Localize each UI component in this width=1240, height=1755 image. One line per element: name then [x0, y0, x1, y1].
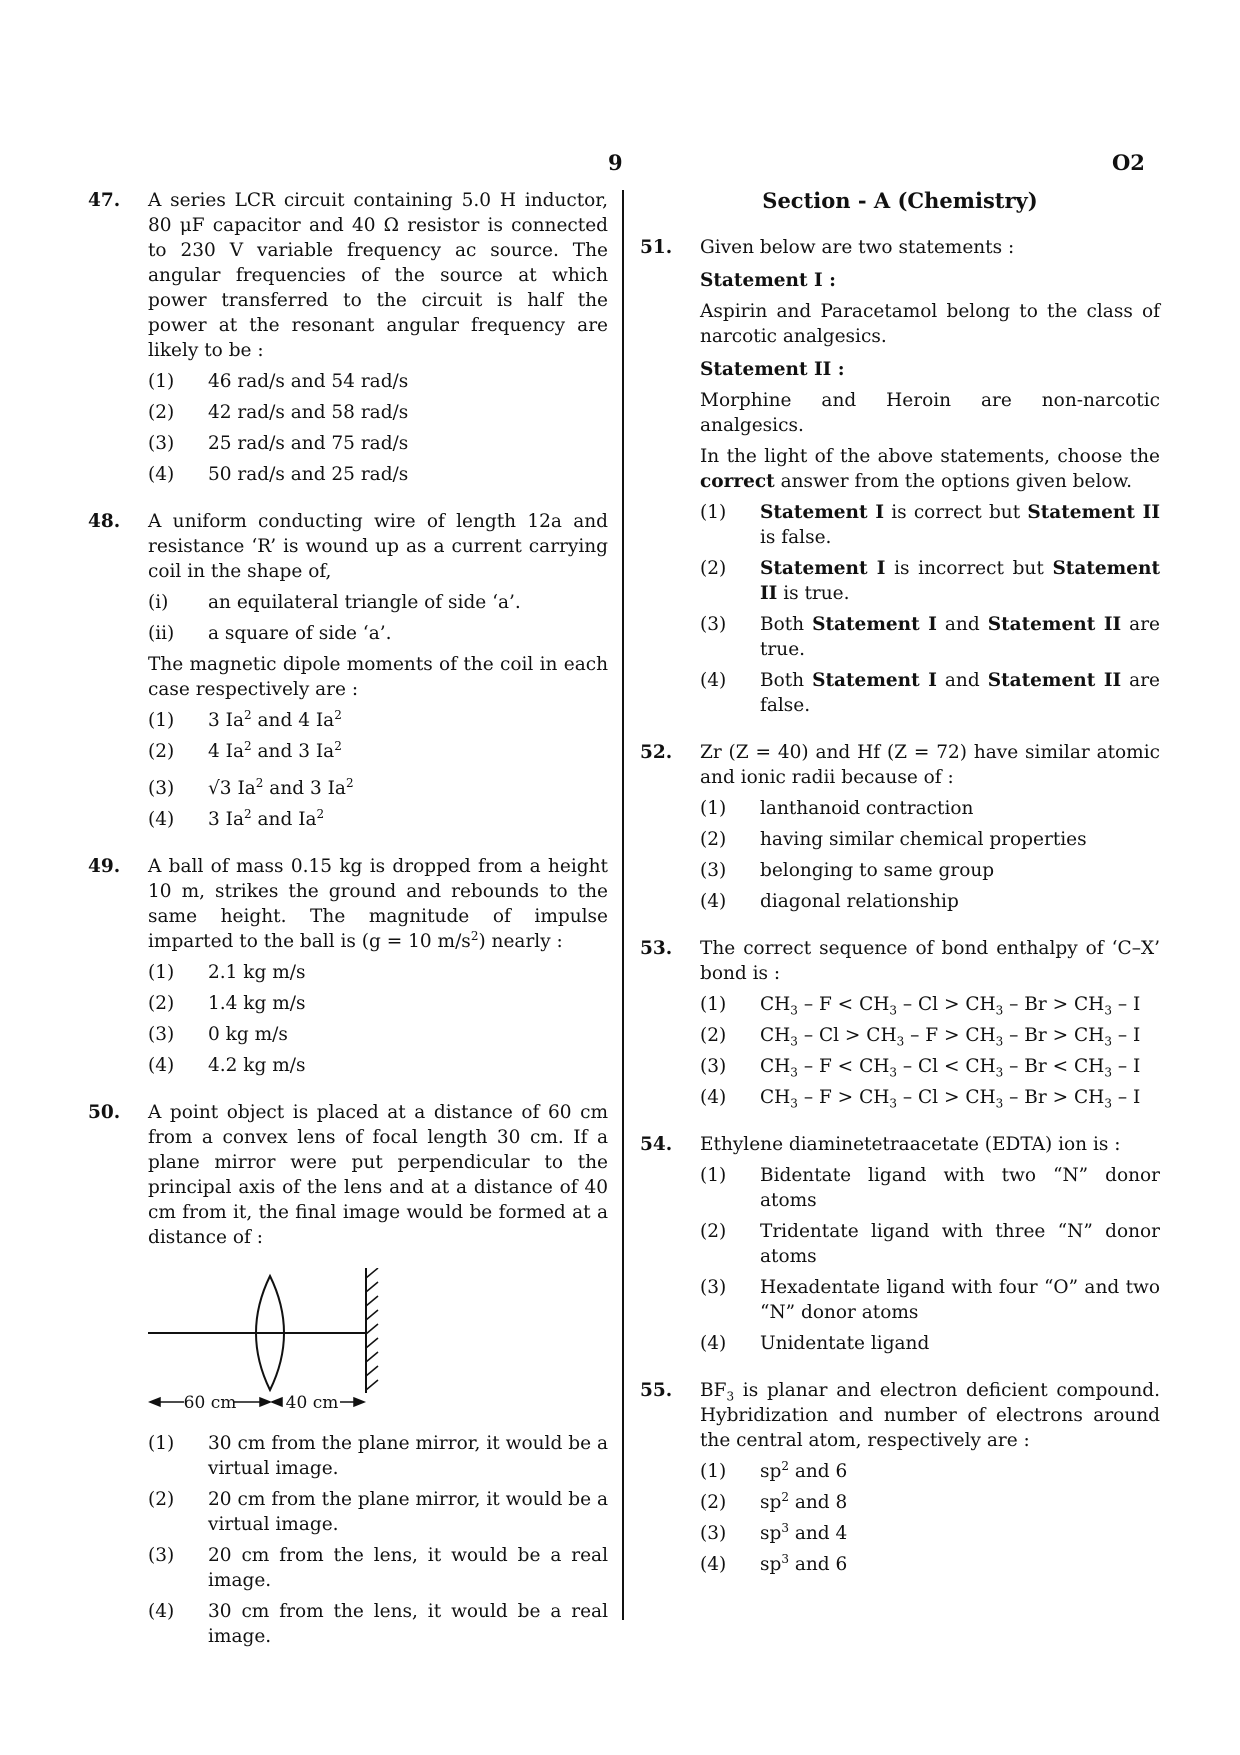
stem-text-a: A ball of mass 0.15 kg is dropped from a height 10 m, strikes the ground and rebounds to the same height. The magnitude of impulse imparted to the ball is (g = 10 m/s — [148, 856, 608, 952]
sub-item-i — [148, 590, 608, 615]
halogen: – I — [1111, 1087, 1141, 1108]
halogen: – I — [1111, 1056, 1141, 1077]
option-label: (4) — [148, 464, 175, 485]
comparison-operator: < — [1046, 1056, 1075, 1077]
superscript: 2 — [255, 775, 264, 790]
comparison-operator: > — [1046, 1025, 1075, 1046]
option-3[interactable] — [700, 1521, 1160, 1546]
option-2[interactable] — [148, 991, 608, 1016]
comparison-operator: > — [938, 994, 966, 1015]
halogen: – I — [1111, 1025, 1141, 1046]
question-48 — [88, 509, 608, 832]
halogen: – Br — [1003, 1025, 1047, 1046]
option-label: (2) — [700, 1025, 727, 1046]
comparison-operator: < — [831, 994, 860, 1015]
option-4[interactable] — [700, 1331, 1160, 1356]
option-text: 46 rad/s and 54 rad/s — [208, 371, 409, 392]
halogen: – Br — [1003, 1087, 1047, 1108]
question-55 — [640, 1378, 1160, 1577]
option-4[interactable] — [700, 1552, 1160, 1577]
option-mid: and — [936, 670, 988, 691]
option-label: (1) — [148, 371, 175, 392]
comparison-operator: > — [839, 1025, 867, 1046]
option-text-a: Ia — [231, 778, 256, 799]
statement-1-ref: Statement I — [760, 502, 884, 523]
option-1[interactable] — [700, 1163, 1160, 1213]
statement-2-heading: Statement II : — [700, 359, 845, 380]
option-label: (4) — [700, 891, 727, 912]
option-text: and 6 — [788, 1461, 848, 1482]
instruction-text-b: answer from the options given below. — [774, 471, 1133, 492]
question-number: 52. — [640, 742, 673, 763]
option-2[interactable] — [148, 739, 608, 764]
stem-formula: BF — [700, 1380, 727, 1401]
option-text: Hexadentate ligand with four “O” and two “N” donor atoms — [760, 1277, 1160, 1323]
page-number: 9 — [608, 150, 623, 175]
option-3[interactable] — [148, 1022, 608, 1047]
option-4[interactable] — [148, 462, 608, 487]
methyl-group: CH — [965, 1056, 996, 1077]
hybrid-base: sp — [760, 1461, 782, 1482]
option-text-a: 3 Ia — [208, 809, 244, 830]
statement-1-text: Aspirin and Paracetamol belong to the class of narcotic analgesics. — [700, 301, 1160, 347]
option-1[interactable] — [700, 500, 1160, 550]
option-pre: Both — [760, 670, 813, 691]
option-text-b: and 3 Ia — [251, 741, 335, 762]
option-3[interactable] — [148, 431, 608, 456]
right-column — [640, 188, 1160, 1599]
methyl-group: CH — [1074, 1087, 1105, 1108]
question-54 — [640, 1132, 1160, 1356]
question-53 — [640, 936, 1160, 1110]
option-text: and 6 — [788, 1554, 848, 1575]
paper-code: O2 — [1112, 150, 1145, 175]
lens-mirror-diagram — [148, 1268, 408, 1418]
option-2[interactable] — [700, 556, 1160, 606]
option-label: (4) — [148, 1601, 175, 1622]
option-pre: Both — [760, 614, 813, 635]
option-text-a: 4 Ia — [208, 741, 244, 762]
option-text: 25 rad/s and 75 rad/s — [208, 433, 409, 454]
option-text: 30 cm from the lens, it would be a real image. — [208, 1601, 608, 1647]
sub-item-ii — [148, 621, 608, 646]
sub-items — [148, 590, 608, 646]
comparison-operator: < — [831, 1056, 860, 1077]
halogen: – F — [797, 1056, 832, 1077]
comparison-operator: < — [938, 1056, 966, 1077]
option-label: (3) — [700, 1523, 727, 1544]
subscript: 3 — [889, 1065, 897, 1080]
option-label: (2) — [700, 1221, 727, 1242]
subscript: 3 — [790, 1003, 798, 1018]
methyl-group: CH — [859, 1056, 890, 1077]
question-number: 55. — [640, 1380, 673, 1401]
option-label: (1) — [148, 962, 175, 983]
option-text: diagonal relationship — [760, 891, 959, 912]
lens-mirror-figure — [148, 1268, 608, 1425]
superscript: 2 — [470, 928, 479, 943]
option-text: having similar chemical properties — [760, 829, 1087, 850]
distance-label-40cm: 40 cm — [285, 1393, 339, 1413]
option-1[interactable] — [148, 960, 608, 985]
option-mid: and — [936, 614, 988, 635]
question-intro: Given below are two statements : — [700, 237, 1015, 258]
superscript: 2 — [244, 806, 252, 821]
option-text-b: and 3 Ia — [263, 778, 346, 799]
methyl-group: CH — [866, 1025, 897, 1046]
option-label: (1) — [148, 710, 175, 731]
superscript: 2 — [345, 775, 354, 790]
option-text-b: and 4 Ia — [251, 710, 335, 731]
option-1[interactable] — [700, 796, 1160, 821]
methyl-group: CH — [859, 1087, 890, 1108]
option-label: (3) — [148, 433, 175, 454]
halogen: – I — [1111, 994, 1141, 1015]
stem-text-b: ) nearly : — [478, 931, 563, 952]
halogen: – F — [797, 1087, 832, 1108]
methyl-group: CH — [1074, 994, 1105, 1015]
option-label: (4) — [700, 1333, 727, 1354]
halogen: – Cl — [897, 994, 939, 1015]
comparison-operator: > — [1046, 1087, 1075, 1108]
methyl-group: CH — [859, 994, 890, 1015]
subscript: 3 — [889, 1003, 897, 1018]
option-label: (1) — [700, 502, 727, 523]
methyl-group: CH — [760, 1056, 791, 1077]
option-4[interactable] — [700, 668, 1160, 718]
methyl-group: CH — [965, 1087, 996, 1108]
option-label: (2) — [148, 741, 175, 762]
subscript: 3 — [1104, 1034, 1112, 1049]
option-text-a: 3 Ia — [208, 710, 244, 731]
sub-item-text: a square of side ‘a’. — [208, 623, 392, 644]
option-text: and 8 — [788, 1492, 848, 1513]
methyl-group: CH — [1074, 1025, 1105, 1046]
statement-2-ref: Statement II — [987, 614, 1122, 635]
option-text: 42 rad/s and 58 rad/s — [208, 402, 409, 423]
sub-item-text: an equilateral triangle of side ‘a’. — [208, 592, 521, 613]
instruction-text-a: In the light of the above statements, choose the — [700, 446, 1160, 467]
question-number: 47. — [88, 190, 121, 211]
option-label: (4) — [700, 1554, 727, 1575]
option-label: (1) — [700, 798, 727, 819]
question-tail: The magnetic dipole moments of the coil in each case respectively are : — [148, 654, 608, 700]
superscript: 2 — [334, 738, 342, 753]
option-4[interactable] — [148, 807, 608, 832]
halogen: – Cl — [897, 1056, 939, 1077]
option-label: (4) — [148, 1055, 175, 1076]
option-2[interactable] — [148, 1487, 608, 1537]
halogen: – Cl — [797, 1025, 840, 1046]
option-label: (1) — [700, 1461, 727, 1482]
subscript: 3 — [1104, 1003, 1112, 1018]
subscript: 3 — [726, 1389, 735, 1404]
sub-item-label: (ii) — [148, 623, 175, 644]
methyl-group: CH — [760, 994, 791, 1015]
options — [700, 1459, 1160, 1577]
option-text: Unidentate ligand — [760, 1333, 930, 1354]
subscript: 3 — [1104, 1096, 1112, 1111]
comparison-operator: > — [938, 1087, 966, 1108]
option-text: 4.2 kg m/s — [208, 1055, 306, 1076]
option-4[interactable] — [700, 889, 1160, 914]
question-stem: The correct sequence of bond enthalpy of ‘C–X’ bond is : — [700, 938, 1160, 984]
subscript: 3 — [995, 1003, 1004, 1018]
option-label: (3) — [700, 860, 727, 881]
option-mid: is correct but — [883, 502, 1028, 523]
question-52 — [640, 740, 1160, 914]
left-column — [88, 188, 608, 1671]
halogen: – Br — [1003, 1056, 1047, 1077]
option-1[interactable] — [148, 708, 608, 733]
statement-2-ref: Statement II — [760, 558, 1160, 604]
option-3[interactable] — [700, 612, 1160, 662]
option-text: Bidentate ligand with two “N” donor atoms — [760, 1165, 1160, 1211]
statement-1-ref: Statement I — [812, 614, 937, 635]
question-instruction — [700, 444, 1160, 494]
option-label: (2) — [700, 1492, 727, 1513]
methyl-group: CH — [965, 994, 996, 1015]
halogen: – Br — [1003, 994, 1047, 1015]
superscript: 2 — [316, 806, 325, 821]
superscript: 2 — [244, 707, 252, 722]
question-number: 49. — [88, 856, 121, 877]
subscript: 3 — [790, 1096, 798, 1111]
halogen: – Cl — [897, 1087, 939, 1108]
question-stem: A point object is placed at a distance of 60 cm from a convex lens of focal length 30 cm. If a plane mirror were put perpendicular to the principal axis of the lens and at a distance of 40 cm from it, the final image would be formed at a distance of : — [148, 1102, 608, 1248]
comparison-operator: > — [938, 1025, 966, 1046]
option-text: Tridentate ligand with three “N” donor atoms — [760, 1221, 1160, 1267]
question-47 — [88, 188, 608, 487]
mirror-hatching — [366, 1268, 378, 1390]
sub-item-label: (i) — [148, 592, 169, 613]
bond-sequence — [760, 1054, 1160, 1079]
option-label: (2) — [700, 829, 727, 850]
option-label: (2) — [148, 1489, 175, 1510]
options — [700, 1163, 1160, 1356]
option-label: (1) — [148, 1433, 175, 1454]
option-label: (3) — [700, 614, 727, 635]
option-1[interactable] — [700, 992, 1160, 1017]
question-number: 50. — [88, 1102, 121, 1123]
option-text-b: and Ia — [251, 809, 317, 830]
question-stem: Ethylene diaminetetraacetate (EDTA) ion is : — [700, 1134, 1121, 1155]
option-mid: is incorrect but — [885, 558, 1053, 579]
subscript: 3 — [1104, 1065, 1112, 1080]
hybrid-base: sp — [760, 1554, 782, 1575]
question-49 — [88, 854, 608, 1078]
subscript: 3 — [790, 1034, 798, 1049]
option-text: 50 rad/s and 25 rad/s — [208, 464, 409, 485]
option-label: (4) — [148, 809, 175, 830]
question-number: 51. — [640, 237, 673, 258]
question-number: 53. — [640, 938, 673, 959]
subscript: 3 — [889, 1096, 897, 1111]
options — [148, 1431, 608, 1649]
option-text: 20 cm from the lens, it would be a real image. — [208, 1545, 608, 1591]
options — [148, 708, 608, 832]
option-3[interactable] — [700, 1275, 1160, 1325]
statement-2-ref: Statement II — [987, 670, 1122, 691]
option-label: (3) — [148, 1545, 175, 1566]
option-3[interactable] — [700, 1054, 1160, 1079]
sqrt-symbol: √3 — [208, 778, 232, 799]
option-2[interactable] — [700, 1219, 1160, 1269]
column-divider — [622, 190, 624, 1620]
hybrid-base: sp — [760, 1492, 782, 1513]
question-stem — [700, 1378, 1160, 1453]
option-label: (3) — [700, 1056, 727, 1077]
question-stem — [148, 854, 608, 954]
option-post: is false. — [760, 527, 832, 548]
methyl-group: CH — [760, 1087, 791, 1108]
question-50 — [88, 1100, 608, 1649]
comparison-operator: > — [831, 1087, 860, 1108]
options — [700, 992, 1160, 1110]
options — [700, 796, 1160, 914]
subscript: 3 — [896, 1034, 905, 1049]
comparison-operator: > — [1046, 994, 1075, 1015]
option-text: and 4 — [788, 1523, 848, 1544]
option-2[interactable] — [700, 827, 1160, 852]
question-stem: Zr (Z = 40) and Hf (Z = 72) have similar atomic and ionic radii because of : — [700, 742, 1160, 788]
options — [148, 369, 608, 487]
option-2[interactable] — [700, 1023, 1160, 1048]
distance-label-60cm: 60 cm — [183, 1393, 237, 1413]
option-post: is true. — [777, 583, 850, 604]
statement-1-ref: Statement I — [760, 558, 886, 579]
option-label: (1) — [700, 994, 727, 1015]
statement-1-heading: Statement I : — [700, 270, 836, 291]
option-1[interactable] — [148, 369, 608, 394]
option-3[interactable] — [700, 858, 1160, 883]
question-number: 54. — [640, 1134, 673, 1155]
superscript: 2 — [781, 1489, 789, 1504]
option-text: 0 kg m/s — [208, 1024, 288, 1045]
option-1[interactable] — [700, 1459, 1160, 1484]
option-2[interactable] — [700, 1490, 1160, 1515]
statement-2-text: Morphine and Heroin are non-narcotic analgesics. — [700, 390, 1160, 436]
option-label: (2) — [700, 558, 727, 579]
bond-sequence — [760, 992, 1160, 1017]
options — [700, 500, 1160, 718]
option-post: are false. — [760, 670, 1160, 716]
option-label: (2) — [148, 402, 175, 423]
halogen: – F — [904, 1025, 939, 1046]
bond-sequence — [760, 1085, 1160, 1110]
halogen: – F — [797, 994, 832, 1015]
superscript: 3 — [781, 1551, 789, 1566]
option-4[interactable] — [148, 1599, 608, 1649]
option-4[interactable] — [700, 1085, 1160, 1110]
stem-text: is planar and electron deficient compound. Hybridization and number of electrons around the central atom, respectively are : — [700, 1380, 1160, 1451]
superscript: 2 — [244, 738, 252, 753]
superscript: 3 — [781, 1520, 789, 1535]
option-4[interactable] — [148, 1053, 608, 1078]
option-label: (3) — [148, 778, 175, 799]
option-post: are true. — [760, 614, 1160, 660]
methyl-group: CH — [1074, 1056, 1105, 1077]
subscript: 3 — [790, 1065, 798, 1080]
option-label: (4) — [700, 670, 727, 691]
subscript: 3 — [995, 1034, 1004, 1049]
options — [148, 960, 608, 1078]
option-label: (3) — [148, 1024, 175, 1045]
option-3[interactable] — [148, 1543, 608, 1593]
option-2[interactable] — [148, 400, 608, 425]
superscript: 2 — [781, 1458, 789, 1473]
option-text: 20 cm from the plane mirror, it would be a virtual image. — [208, 1489, 608, 1535]
option-label: (3) — [700, 1277, 727, 1298]
option-label: (2) — [148, 993, 175, 1014]
option-text: 30 cm from the plane mirror, it would be a virtual image. — [208, 1433, 608, 1479]
question-number: 48. — [88, 511, 121, 532]
question-stem: A uniform conducting wire of length 12a and resistance ‘R’ is wound up as a current carrying coil in the shape of, — [148, 511, 608, 582]
option-1[interactable] — [148, 1431, 608, 1481]
option-label: (1) — [700, 1165, 727, 1186]
question-51 — [640, 235, 1160, 718]
option-text: 2.1 kg m/s — [208, 962, 306, 983]
question-stem: A series LCR circuit containing 5.0 H inductor, 80 μF capacitor and 40 Ω resistor is connected to 230 V variable frequency ac source. The angular frequencies of the source at which power transferred to the circuit is half the power at the resonant angular frequency are likely to be : — [148, 190, 608, 361]
statement-1-ref: Statement I — [812, 670, 937, 691]
statement-2-ref: Statement II — [1027, 502, 1160, 523]
methyl-group: CH — [760, 1025, 791, 1046]
option-text: lanthanoid contraction — [760, 798, 974, 819]
section-title: Section - A (Chemistry) — [762, 188, 1038, 213]
option-label: (4) — [700, 1087, 727, 1108]
subscript: 3 — [995, 1065, 1004, 1080]
hybrid-base: sp — [760, 1523, 782, 1544]
bond-sequence — [760, 1023, 1160, 1048]
option-3[interactable] — [148, 776, 608, 801]
superscript: 2 — [334, 707, 342, 722]
methyl-group: CH — [965, 1025, 996, 1046]
option-text: belonging to same group — [760, 860, 995, 881]
instruction-bold: correct — [700, 471, 775, 492]
option-text: 1.4 kg m/s — [208, 993, 306, 1014]
subscript: 3 — [995, 1096, 1004, 1111]
